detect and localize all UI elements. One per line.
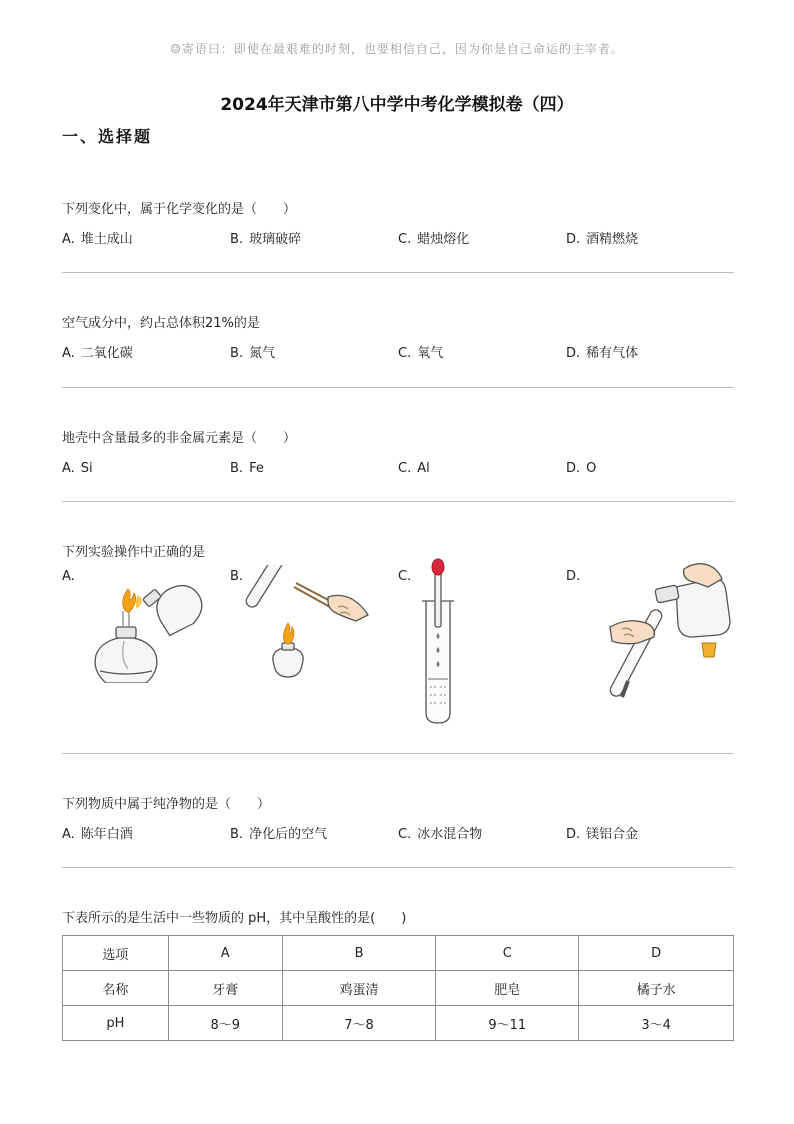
option-c[interactable]: C. 氧气 <box>398 346 444 361</box>
question-stem: 下表所示的是生活中一些物质的 pH，其中呈酸性的是( ) <box>62 911 407 926</box>
option-a[interactable]: A. 陈年白酒 <box>62 827 133 842</box>
section-heading: 一、选择题 <box>62 127 153 146</box>
question-stem: 空气成分中，约占总体积21%的是 <box>62 316 260 331</box>
table-cell: 肥皂 <box>436 971 579 1006</box>
option-d[interactable]: D. 酒精燃烧 <box>566 232 639 247</box>
page-title: 2024年天津市第八中学中考化学模拟卷（四） <box>220 95 574 115</box>
question-5 <box>62 795 734 845</box>
ph-table <box>62 935 734 1041</box>
question-stem: 下列物质中属于纯净物的是（ ） <box>62 797 271 812</box>
option-a[interactable]: A. 二氧化碳 <box>62 346 133 361</box>
table-row <box>63 936 734 971</box>
table-cell: 选项 <box>63 936 169 971</box>
option-c[interactable]: C. 蜡烛熔化 <box>398 232 470 247</box>
divider <box>62 753 734 754</box>
table-cell: D <box>579 936 734 971</box>
table-cell: 鸡蛋清 <box>282 971 436 1006</box>
option-a[interactable]: A. 堆土成山 <box>62 232 133 247</box>
question-6 <box>62 909 734 929</box>
option-d[interactable]: D. 稀有气体 <box>566 346 639 361</box>
divider <box>62 501 734 502</box>
table-cell: 牙膏 <box>168 971 282 1006</box>
table-cell: 9～11 <box>436 1006 579 1041</box>
watermark-motto: ☺寄语曰：即使在最艰难的时刻，也要相信自己，因为你是自己命运的主宰者。 <box>170 42 624 56</box>
pouring-liquid-illustration <box>592 557 736 705</box>
option-b[interactable]: B. Fe <box>230 461 264 476</box>
option-c[interactable]: C. Al <box>398 461 430 476</box>
option-d[interactable]: D. 镁铝合金 <box>566 827 639 842</box>
dropper-test-tube-illustration <box>414 557 474 725</box>
table-row <box>63 971 734 1006</box>
option-c[interactable]: C. 冰水混合物 <box>398 827 483 842</box>
table-cell: 3～4 <box>579 1006 734 1041</box>
question-stem: 下列实验操作中正确的是 <box>62 545 206 560</box>
question-stem: 下列变化中，属于化学变化的是（ ） <box>62 202 297 217</box>
question-1 <box>62 200 734 250</box>
option-a[interactable]: A. <box>62 569 222 729</box>
option-b[interactable]: B. 玻璃破碎 <box>230 232 302 247</box>
table-cell: 橘子水 <box>579 971 734 1006</box>
option-b[interactable]: B. <box>230 569 390 729</box>
option-d[interactable]: D. O <box>566 461 597 476</box>
divider <box>62 272 734 273</box>
table-cell: 8～9 <box>168 1006 282 1041</box>
option-d[interactable]: D. <box>566 569 734 729</box>
question-2 <box>62 314 734 364</box>
table-cell: pH <box>63 1006 169 1041</box>
divider <box>62 387 734 388</box>
option-b[interactable]: B. 氮气 <box>230 346 276 361</box>
question-stem: 地壳中含量最多的非金属元素是（ ） <box>62 431 297 446</box>
divider <box>62 867 734 868</box>
alcohol-lamp-lighting-illustration <box>76 571 226 683</box>
table-cell: A <box>168 936 282 971</box>
table-cell: B <box>282 936 436 971</box>
table-row <box>63 1006 734 1041</box>
option-b[interactable]: B. 净化后的空气 <box>230 827 328 842</box>
table-cell: 7～8 <box>282 1006 436 1041</box>
option-a[interactable]: A. Si <box>62 461 93 476</box>
table-cell: 名称 <box>63 971 169 1006</box>
question-4 <box>62 543 734 729</box>
table-cell: C <box>436 936 579 971</box>
question-3 <box>62 429 734 479</box>
option-c[interactable]: C. <box>398 569 558 729</box>
heating-test-tube-illustration <box>244 565 384 685</box>
